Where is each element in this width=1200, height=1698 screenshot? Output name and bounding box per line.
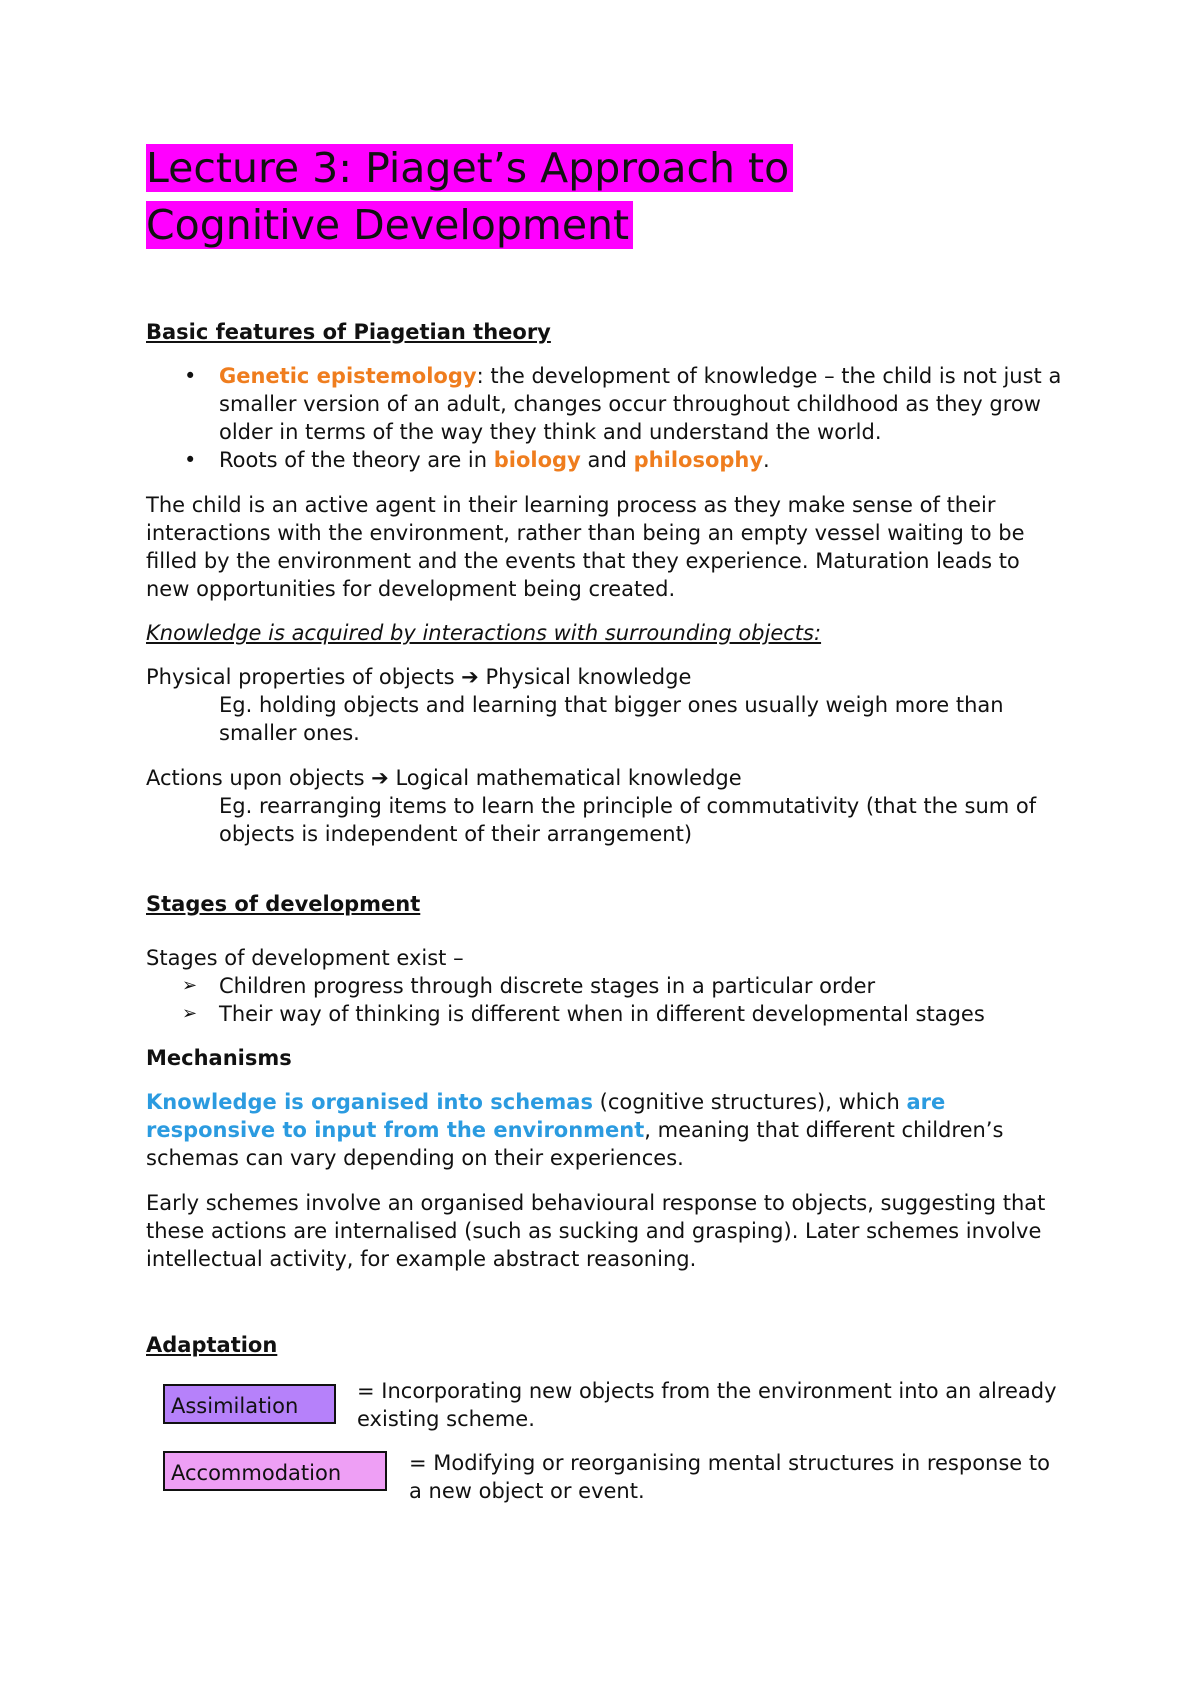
- knowledge-acquired-heading: Knowledge is acquired by interactions with surrounding objects:: [146, 621, 822, 645]
- biology-term: biology: [493, 448, 581, 472]
- assimilation-definition: = Incorporating new objects from the environment into an already existing scheme.: [357, 1379, 1057, 1431]
- genetic-epistemology-text: : the development of knowledge – the child is not just a smaller version of an adult, changes occur throughout childhood as they grow older in terms of the way they think and understand the world.: [219, 364, 1062, 444]
- list-item: [146, 362, 1066, 446]
- roots-text: Roots of the theory are in: [219, 448, 494, 472]
- basic-features-list: [146, 362, 1066, 474]
- accommodation-definition: = Modifying or reorganising mental structures in response to a new object or event.: [409, 1451, 1050, 1503]
- stages-heading: Stages of development: [146, 892, 421, 916]
- list-item: [146, 1000, 1066, 1028]
- list-item: [146, 446, 1066, 474]
- early-schemes-paragraph: Early schemes involve an organised behavioural response to objects, suggesting that these actions are internalised (such as sucking and grasping). Later schemes involve intellectual activity, for example abstract reasoning.: [146, 1191, 1046, 1271]
- schemas-text-2: , meaning that different children’s schemas can vary depending on their experiences.: [146, 1118, 1004, 1170]
- assimilation-box: Assimilation: [163, 1384, 336, 1424]
- stages-intro: Stages of development exist –: [146, 946, 464, 970]
- logical-knowledge-block: [146, 764, 1066, 848]
- schemas-term: Knowledge is organised into schemas: [146, 1090, 593, 1114]
- stage-item-text: Children progress through discrete stages in a particular order: [219, 974, 876, 998]
- bullet-dot-icon: •: [184, 448, 197, 472]
- stage-item-text: Their way of thinking is different when in different developmental stages: [219, 1002, 985, 1026]
- physical-knowledge-example: Eg. holding objects and learning that bigger ones usually weigh more than smaller ones.: [219, 693, 1004, 745]
- physical-knowledge-line: Physical properties of objects ➔ Physical knowledge: [146, 665, 692, 689]
- roots-period: .: [763, 448, 770, 472]
- schemas-paragraph: [146, 1088, 1066, 1172]
- bullet-dot-icon: •: [184, 364, 197, 388]
- responsive-term: are responsive to input from the environment: [146, 1090, 946, 1142]
- title-line-1: Lecture 3: Piaget’s Approach to: [146, 144, 793, 192]
- arrow-bullet-icon: ➢: [182, 1003, 198, 1024]
- page-title: [146, 140, 793, 254]
- active-agent-paragraph: The child is an active agent in their learning process as they make sense of their interactions with the environment, rather than being an empty vessel waiting to be filled by the environment and the events that they experience. Maturation leads to new opportunities for development being created.: [146, 493, 1025, 601]
- roots-and: and: [580, 448, 634, 472]
- accommodation-box: Accommodation: [163, 1451, 387, 1491]
- logical-knowledge-example: Eg. rearranging items to learn the principle of commutativity (that the sum of objects is independent of their arrangement): [219, 794, 1037, 846]
- title-line-2: Cognitive Development: [146, 201, 633, 249]
- list-item: [146, 972, 1066, 1000]
- mechanisms-heading: Mechanisms: [146, 1046, 292, 1070]
- stages-block: [146, 944, 1066, 1028]
- genetic-epistemology-term: Genetic epistemology: [219, 364, 477, 388]
- schemas-text-1: (cognitive structures), which: [592, 1090, 907, 1114]
- adaptation-heading: Adaptation: [146, 1333, 278, 1357]
- basic-features-heading: Basic features of Piagetian theory: [146, 320, 551, 344]
- philosophy-term: philosophy: [633, 448, 764, 472]
- physical-knowledge-block: [146, 663, 1066, 747]
- arrow-bullet-icon: ➢: [182, 975, 198, 996]
- logical-knowledge-line: Actions upon objects ➔ Logical mathematical knowledge: [146, 766, 742, 790]
